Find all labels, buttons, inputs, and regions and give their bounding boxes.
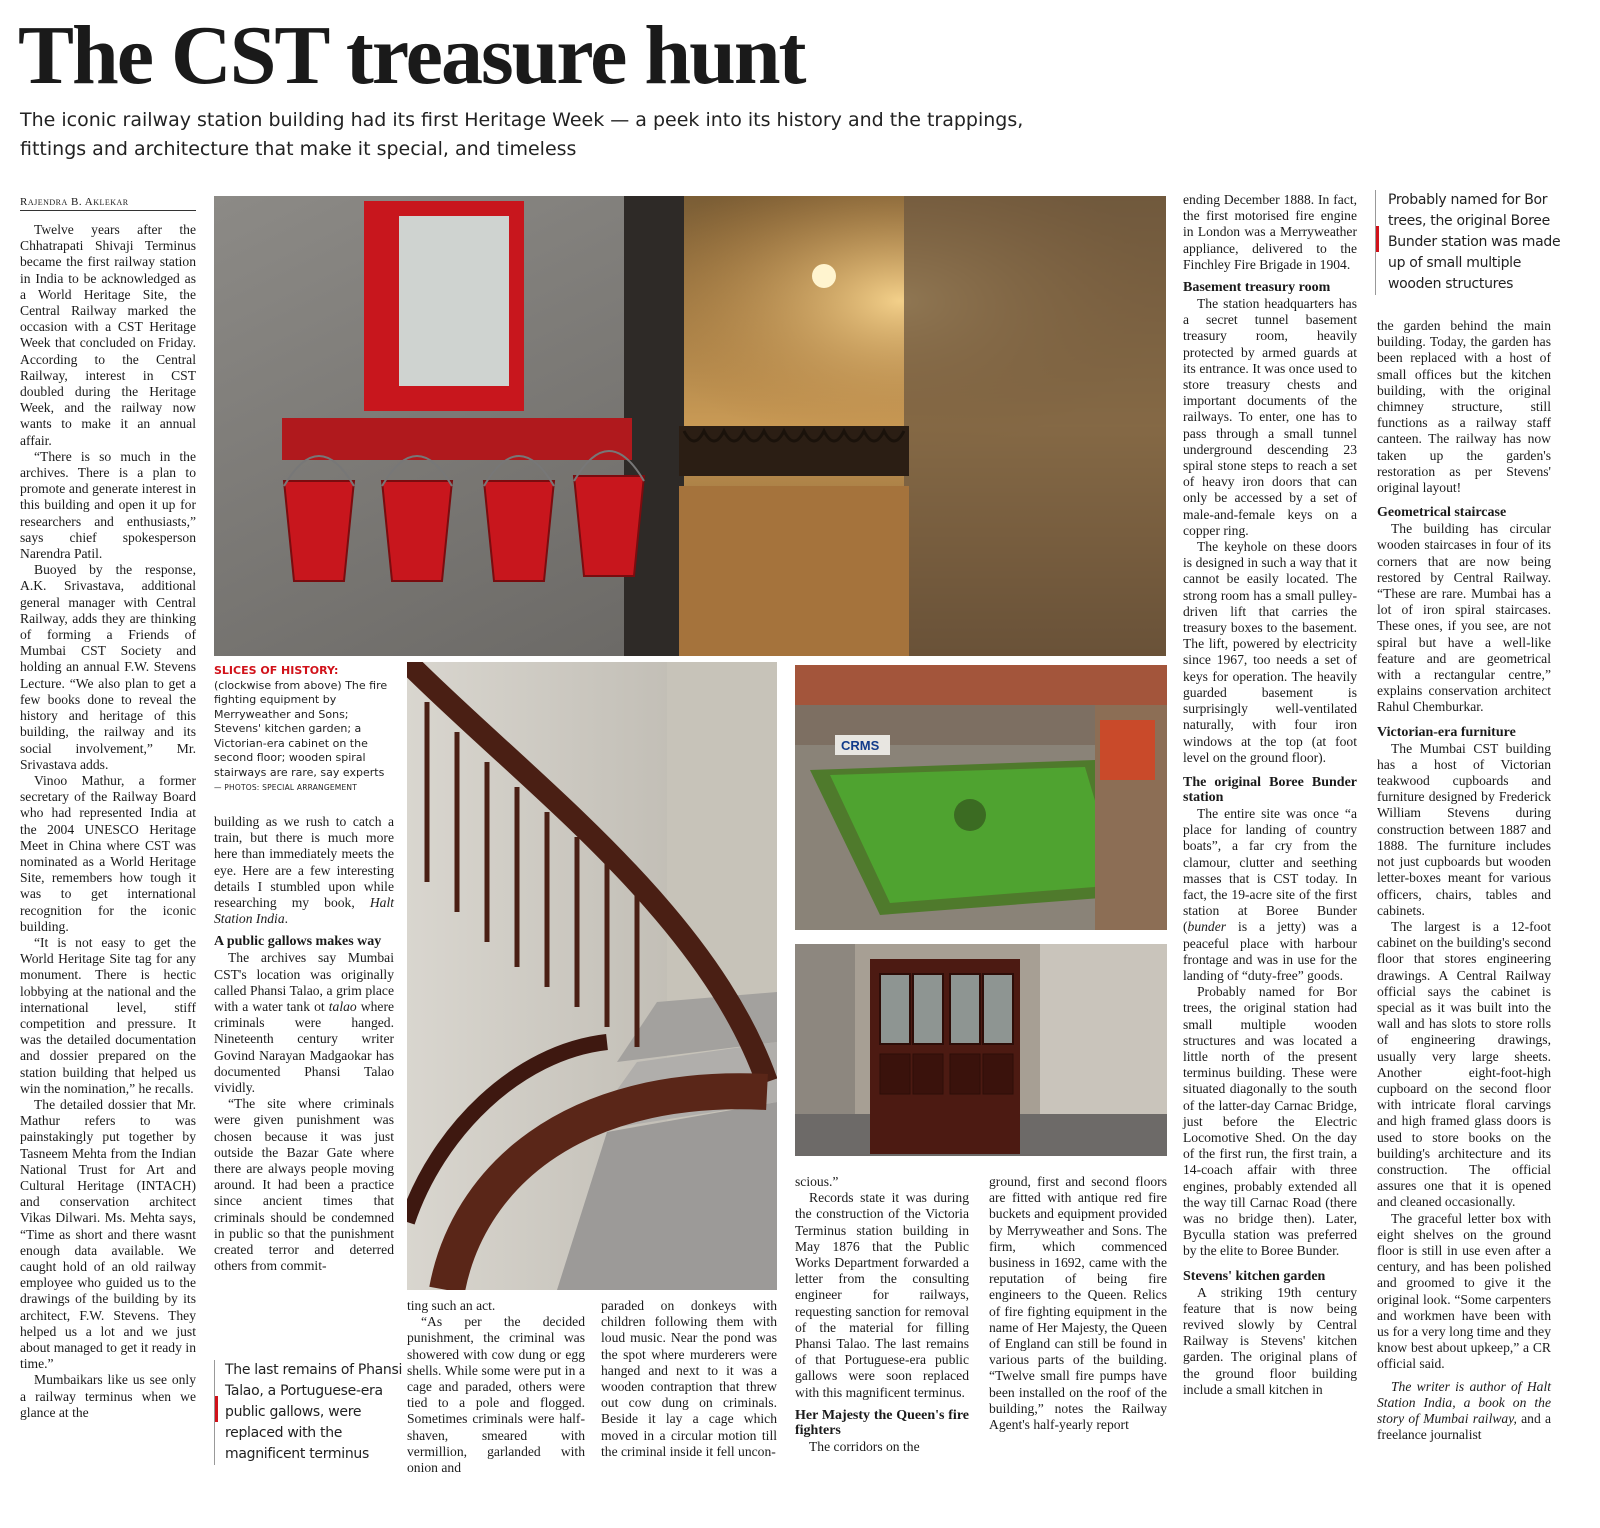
paragraph: The largest is a 12-foot cabinet on the building's second floor that stores engineering drawings. A Central Railway official says the cabinet is special as it was built into the wall and has slots to store rolls of engineering drawings, usually very large sheets. Another eight-foot-high cupboard on the second floor with intricate floral carvings and high framed glass doors is used to store books on the building's architecture and its construction. The official assures one that it is opened and cleaned occasionally. (1377, 918, 1551, 1210)
column-6 (989, 1174, 1167, 1433)
paragraph: The corridors on the (809, 1438, 920, 1454)
subhead-kitchen-garden: Stevens' kitchen garden (1183, 1268, 1326, 1284)
paragraph: Buoyed by the response, A.K. Srivastava, additional general manager with Central Railway, adds they are thinking of forming a Friends of Mumbai CST Society and holding an annual F.W. Stevens Lecture. “We also plan to get a few books done to reveal the history and heritage of this building, the railway and its social involvement,” Mr. Srivastava adds. (20, 562, 196, 772)
pull-quote-boree (1375, 190, 1568, 295)
paragraph: A striking 19th century feature that is now being revived slowly by Central Railway is Stevens' kitchen garden. The original plans of the ground floor building include a small kitchen in (1183, 1284, 1357, 1397)
pull-quote-gallows (214, 1360, 405, 1465)
staircase-image (407, 662, 777, 1290)
column-8 (1377, 318, 1551, 1443)
photo-victorian-cabinet (795, 944, 1167, 1156)
caption-lead: SLICES OF HISTORY (214, 664, 335, 677)
pull-quote-text: Probably named for Bor trees, the original Boree Bunder station was made up of small multiple wooden structures (1388, 192, 1561, 292)
paragraph: ending December 1888. In fact, the first motorised fire engine in London was a Merryweather appliance, delivered to the Finchley Fire Brigade in 1904. (1183, 192, 1357, 272)
column-1 (20, 222, 196, 1522)
paragraph: The keyhole on these doors is designed in such a way that it cannot be easily located. The strong room has a small pulley-driven lift that carries the treasury boxes to the basement. The lift, powered by electricity since 1967, too needs a set of keys for operation. The heavily guarded basement is surprisingly well-ventilated naturally, with four iron windows at the top (at foot level on the ground floor). (1183, 539, 1357, 765)
paragraph: The graceful letter box with eight shelves on the ground floor is still in use even after a century, and has been polished and groomed to give it the original look. “Some carpenters and workmen have been with us for a very long time and they know best about upkeep,” a CR official said. (1377, 1210, 1551, 1372)
paragraph: Twelve years after the Chhatrapati Shivaji Terminus became the first railway station in India to be acknowledged as a World Heritage Site, the Central Railway marked the occasion with a CST Heritage Week that concluded on Friday. According to the Central Railway, interest in CST doubled during the Heritage Week, and the railway now wants to make it an annual affair. (20, 222, 196, 448)
byline: Rajendra B. Aklekar (20, 196, 196, 211)
paragraph: Vinoo Mathur, a former secretary of the Railway Board who had represented India at the 2004 UNESCO Heritage Meet in China where CST was nominated as a World Heritage Site, remembers how tough it was to get international recognition for the iconic building. (20, 772, 196, 934)
paragraph: building as we rush to catch a train, but there is much more here than immediately meets the eye. Here are a few interesting details I stumbled upon while researching my book, Halt Station India. (214, 814, 394, 927)
column-7 (1183, 192, 1357, 1398)
paragraph: ground, first and second floors are fitted with antique red fire buckets and equipment provided by Merryweather and Sons. The firm, which commenced business in 1692, came with the reputation of being fire engineers to the Queen. Relics of fire fighting equipment in the name of Her Majesty, the Queen of England can still be found in various parts of the building. “Twelve small fire pumps have been installed on the roof of the building,” notes the Railway Agent's half-yearly report (989, 1174, 1167, 1433)
column-5 (795, 1174, 969, 1455)
deck-line-1: The iconic railway station building had its first Heritage Week — a peek into its history and the trappings, (20, 109, 1024, 131)
column-3 (407, 1298, 585, 1476)
paragraph: The building has circular wooden staircases in four of its corners that are now being restored by Central Railway. “These are rare. Mumbai has a lot of iron spiral staircases. These ones, if you see, are not spiral but have a well-like feature and are geometrical with a rectangular centre,” explains conservation architect Rahul Chemburkar. (1377, 521, 1551, 715)
pull-quote-text: The last remains of Phansi Talao, a Portuguese-era public gallows, were replaced with the magnificent terminus (225, 1362, 403, 1462)
author-note: The writer is author of Halt Station India, a book on the story of Mumbai railway, and a freelance journalist (1377, 1378, 1551, 1443)
paragraph: “As per the decided punishment, the criminal was showered with cow dung or egg shells. While some were put in a cage and paraded, others were tied to a pole and flogged. Sometimes criminals were half-shaven, smeared with vermillion, garlanded with onion and (407, 1314, 585, 1476)
paragraph: the garden behind the main building. Today, the garden has been replaced with a host of small offices but the kitchen building, with the original chimney structure, still functions as a railway staff canteen. The railway has now taken up the garden's restoration as per Stevens' original layout! (1377, 318, 1551, 496)
garden-image (795, 665, 1167, 930)
deck-line-2: fittings and architecture that make it special, and timeless (20, 138, 577, 160)
paragraph: The entire site was once “a place for landing of country boats”, a far cry from the clamour, clutter and seething masses that is CST today. In fact, the 19-acre site of the first station at Boree Bunder (bunder is a jetty) was a peaceful place with harbour frontage and was in use for the landing of “duty-free” goods. (1183, 805, 1357, 983)
paragraph: Records state it was during the construction of the Victoria Terminus station building in May 1876 that the Public Works Department forwarded a letter from the consulting engineer for railways, requesting sanction for removal of the material for filling Phansi Talao. The last remains of that Portuguese-era public gallows were soon replaced with this magnificent terminus. (795, 1190, 969, 1400)
paragraph: “It is not easy to get the World Heritage Site tag for any monument. There is hectic lobbying at the national and the international level, stiff competition and pressure. It was the detailed documentation and dossier prepared on the station building that helped us win the nomination,” he recalls. (20, 934, 196, 1096)
paragraph: The station headquarters has a secret tunnel basement treasury room, heavily protected by armed guards at its entrance. It was once used to store treasury chests and important documents of the railways. To enter, one has to pass through a small tunnel underground descending 23 spiral stone steps to reach a set of heavy iron doors that can only be accessed by a set of male-and-female keys on a copper ring. (1183, 296, 1357, 538)
paragraph: paraded on donkeys with children following them with loud music. Near the pond was the spot where murderers were hanged and next to it was a wooden contraption that threw out cow dung on criminals. Beside it lay a cage which moved in a circular motion till the criminal inside it fell uncon- (601, 1298, 777, 1459)
column-4 (601, 1298, 777, 1460)
caption-text: (clockwise from above) The fire fighting equipment by Merryweather and Sons; Stevens' kitchen garden; a Victorian-era cabinet on the second floor; wooden spiral stairways are rare, say experts (214, 678, 388, 779)
photo-fire-equipment (214, 196, 1166, 656)
photo-credit: — PHOTOS: SPECIAL ARRANGEMENT (214, 783, 358, 792)
subhead-fire-fighters: Her Majesty the Queen's fire fighters (795, 1407, 969, 1438)
paragraph: scious.” (795, 1174, 839, 1189)
photo-staircase (407, 662, 777, 1290)
paragraph: The Mumbai CST building has a host of Victorian teakwood cupboards and furniture designed by Frederick William Stevens during construction between 1887 and 1888. The furniture includes not just cupboards but wooden letter-boxes meant for various officers, chairs, tables and cabinets. (1377, 740, 1551, 918)
deck (20, 106, 1040, 164)
subhead-staircase: Geometrical staircase (1377, 505, 1507, 521)
crms-sign: CRMS (841, 738, 880, 753)
paragraph: Probably named for Bor trees, the original station had small multiple wooden structures and was located a little north of the present terminus building. These were situated diagonally to the south of the latter-day Carnac Bridge, just before the Electric Locomotive Shed. On the day of the first run, the first train, a 14-coach affair with three engines, probably extended all the way till Carnac Road (there was no bridge then). Later, Byculla station was preferred by the elite to Boree Bunder. (1183, 984, 1357, 1259)
subhead-gallows: A public gallows makes way (214, 934, 382, 950)
paragraph: “The site where criminals were given punishment was chosen because it was just outside the Bazar Gate where there are always people moving around. It had been a practice since ancient times that criminals should be condemned in public so that the punishment created terror and deterred others from commit- (214, 1096, 394, 1274)
headline: The CST treasure hunt (18, 9, 805, 102)
cabinet-image (795, 944, 1167, 1156)
paragraph: The archives say Mumbai CST's location was originally called Phansi Talao, a grim place with a water tank ot talao where criminals were hanged. Nineteenth century writer Govind Narayan Madgaokar has documented Phansi Talao vividly. (214, 950, 395, 1096)
paragraph: ting such an act. (407, 1298, 496, 1313)
subhead-boree-bunder: The original Boree Bunder station (1183, 774, 1357, 805)
paragraph: The detailed dossier that Mr. Mathur refers to was painstakingly put together by Tasneem Mehta from the Indian National Trust for Art and Cultural Heritage (INTACH) and conservation architect Vikas Dilwari. Ms. Mehta says, “Time as short and there wasnt enough data available. We caught hold of an old railway employee who guided us to the drawings of the building by its architect, F.W. Stevens. They helped us a lot and we just about managed to get it ready in time.” (20, 1096, 196, 1372)
photo-caption: SLICES OF HISTORY: (clockwise from above) The fire fighting equipment by Merryweather and Sons; Stevens' kitchen garden; a Victorian-era cabinet on the second floor; wooden spiral stairways are rare, say experts — PHOTOS: SPECIAL ARRANGEMENT (214, 664, 388, 792)
photo-kitchen-garden (795, 665, 1167, 930)
subhead-treasury: Basement treasury room (1183, 280, 1331, 296)
paragraph: “There is so much in the archives. There is a plan to promote and generate interest in this building and open it up for researchers and enthusiasts,” says chief spokesperson Narendra Patil. (20, 448, 196, 562)
fire-equipment-image (214, 196, 1166, 656)
paragraph: Mumbaikars like us see only a railway terminus when we glance at the (20, 1372, 196, 1420)
column-2 (214, 814, 394, 1274)
subhead-furniture: Victorian-era furniture (1377, 724, 1516, 740)
